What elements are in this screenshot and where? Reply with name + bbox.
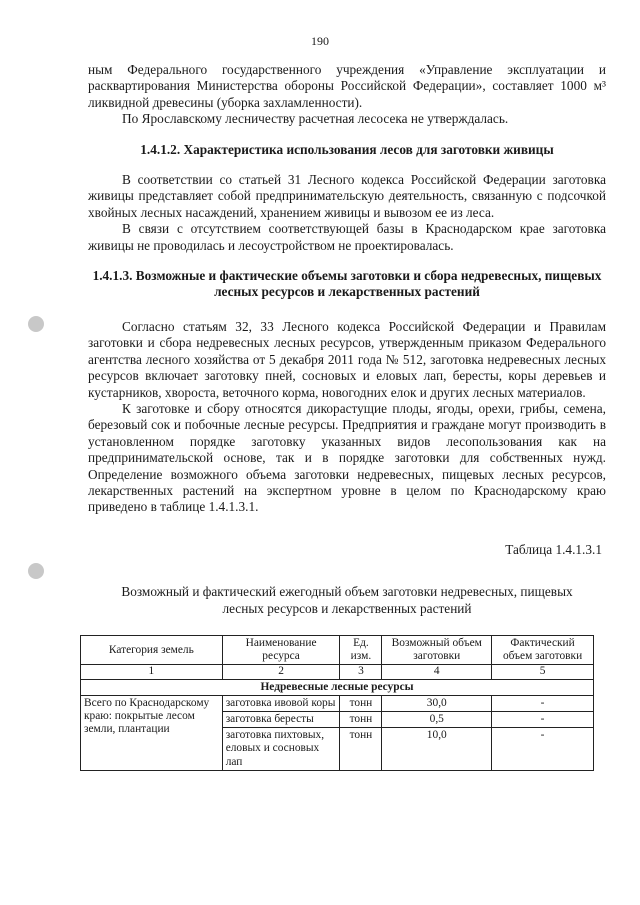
header-actual: Фактический объем заготовки [492, 635, 594, 664]
possible-cell: 10,0 [382, 728, 492, 771]
unit-cell: тонн [340, 728, 382, 771]
actual-cell: - [492, 711, 594, 727]
resource-cell: заготовка бересты [222, 711, 340, 727]
section-heading-nonwood: 1.4.1.3. Возможные и фактические объемы заготовки и сбора недревесных, пищевых лесных ресурсов и лекарственных растений [92, 268, 602, 300]
page-number: 190 [311, 34, 329, 48]
possible-cell: 0,5 [382, 711, 492, 727]
resource-cell: заготовка пихтовых, еловых и сосновых лап [222, 728, 340, 771]
table-row [81, 695, 594, 711]
column-number: 4 [382, 665, 492, 679]
section-heading-resin: 1.4.1.2. Характеристика использования лесов для заготовки живицы [140, 141, 554, 157]
header-resource: Наименование ресурса [222, 635, 340, 664]
paragraph-continuation: ным Федерального государственного учреждения «Управление эксплуатации и расквартирования Министерства обороны Российской Федерации», составляет 1000 м³ ликвидной древесины (уборка захламленности). [88, 62, 606, 110]
resource-cell: заготовка ивовой коры [222, 695, 340, 711]
actual-cell: - [492, 695, 594, 711]
possible-cell: 30,0 [382, 695, 492, 711]
paragraph-nonwood-2: К заготовке и сбору относятся дикорастущие плоды, ягоды, орехи, грибы, семена, березовый сок и побочные лесные ресурсы. Предприятия и граждане могут производить в установленном порядке заготовку указанных видов лесопользования как на предпринимательской основе, так и в порядке заготовки для собственных нужд. Определение возможного объема заготовки недревесных, пищевых лесных ресурсов, лекарственных растений на экспертном уровне в целом по Краснодарскому краю приведено в таблице 1.4.1.3.1. [88, 400, 606, 515]
table-header-row [81, 635, 594, 664]
header-category: Категория земель [81, 635, 223, 664]
category-cell: Всего по Краснодарскому краю: покрытые лесом земли, плантации [81, 695, 223, 770]
paragraph-resin-1: В соответствии со статьей 31 Лесного кодекса Российской Федерации заготовка живицы представляет собой предпринимательскую деятельность, связанную с подсочкой хвойных лесных насаждений, хранением живицы и вывозом ее из леса. [88, 172, 606, 220]
paragraph-yaroslavl: По Ярославскому лесничеству расчетная лесосека не утверждалась. [122, 111, 509, 127]
paragraph-nonwood-1: Согласно статьям 32, 33 Лесного кодекса Российской Федерации и Правилам заготовки и сбора недревесных лесных ресурсов, утвержденным приказом Федерального агентства лесного хозяйства от 5 декабря 2011 года № 512, заготовка недревесных лесных ресурсов включает заготовку пней, сосновых и еловых лап, бересты, коры деревьев и кустарников, хвороста, веточного корма, новогодних елок и других лесных материалов. [88, 318, 606, 400]
resources-table [80, 635, 594, 771]
punch-hole-top [28, 316, 44, 332]
table-number-row [81, 665, 594, 679]
table-caption: Возможный и фактический ежегодный объем заготовки недревесных, пищевых лесных ресурсов и лекарственных растений [121, 584, 573, 616]
unit-cell: тонн [340, 695, 382, 711]
paragraph-resin-2: В связи с отсутствием соответствующей базы в Краснодарском крае заготовка живицы не проводилась и лесоустройством не проектировалась. [88, 221, 606, 253]
column-number: 5 [492, 665, 594, 679]
punch-hole-bottom [28, 563, 44, 579]
page-body [84, 62, 606, 771]
table-label: Таблица 1.4.1.3.1 [505, 541, 602, 557]
section-title: Недревесные лесные ресурсы [81, 679, 594, 695]
column-number: 3 [340, 665, 382, 679]
header-possible: Возможный объем заготовки [382, 635, 492, 664]
page-bottom-edge [0, 878, 640, 905]
header-unit: Ед. изм. [340, 635, 382, 664]
column-number: 1 [81, 665, 223, 679]
unit-cell: тонн [340, 711, 382, 727]
column-number: 2 [222, 665, 340, 679]
table-section-row [81, 679, 594, 695]
actual-cell: - [492, 728, 594, 771]
